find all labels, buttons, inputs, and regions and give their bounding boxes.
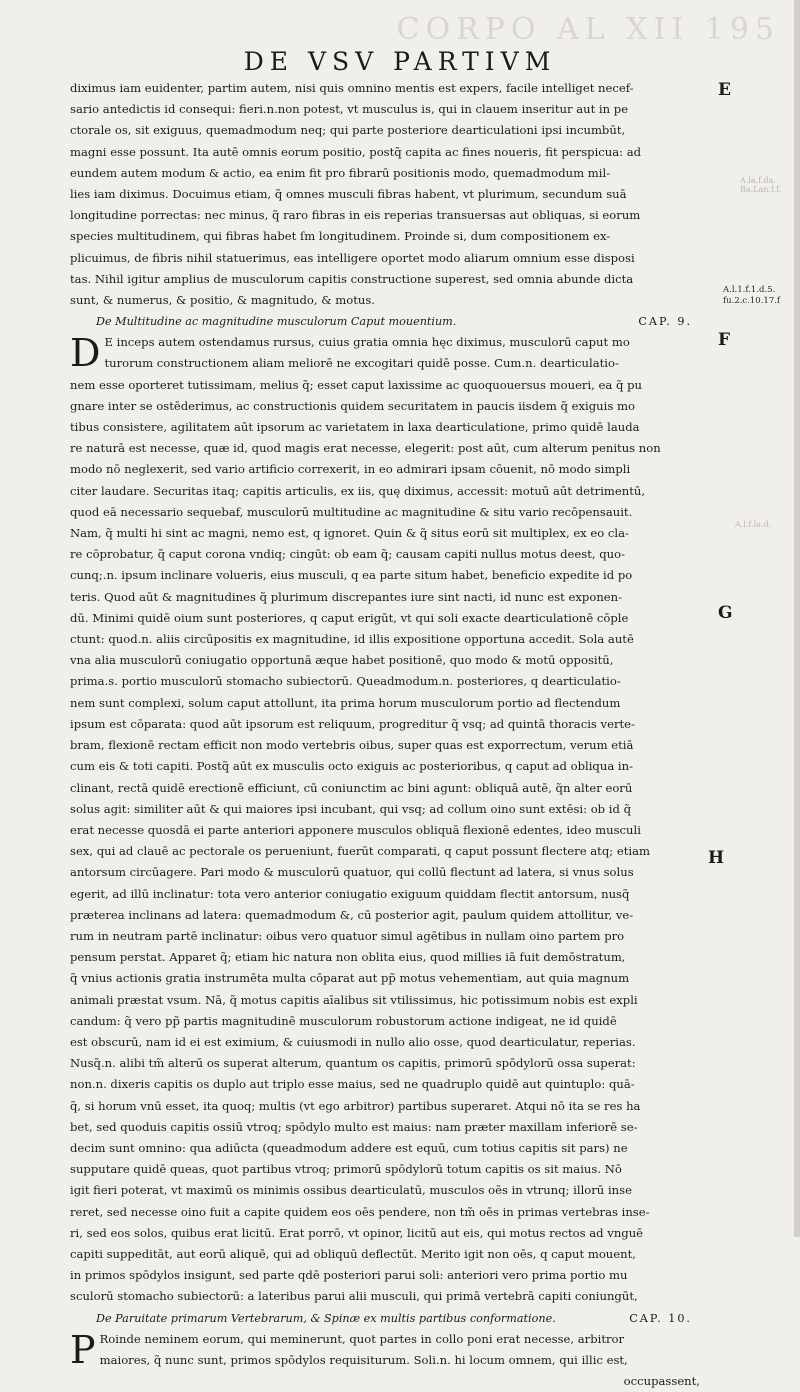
text-line: cum eis & toti capiti. Postq̃ aūt ex musculis octo exiguis ac posterioribus, q caput ad obliqua in- — [70, 759, 634, 774]
text-line: modo nō neglexerit, sed vario artificio correxerit, in eo admirari ipsam cōuenit, nō modo simpli — [70, 462, 631, 477]
margin-note — [723, 285, 780, 307]
text-line: rum in neutram partē inclinatur: oibus vero quatuor simul agētibus in nullam oino partem pro — [70, 928, 625, 943]
text-line: reret, sed necesse oino fuit a capite quidem eos oēs pendere, non tm̃ oēs in primas vertebras inse- — [70, 1204, 650, 1219]
bleed-through-header: CORPO AL XII 195 — [396, 12, 780, 47]
text-line: ipsum est cōparata: quod aūt ipsorum est reliquum, progreditur q̃ vsq; ad quintā thoracis verte- — [70, 716, 635, 731]
text-line: bet, sed quoduis capitis ossiū vtroq; spōdylo multo est maius: nam præter maxillam inferiorē se- — [70, 1119, 638, 1134]
text-line: ctorale os, sit exiguus, quemadmodum neq; qui parte posteriore dearticulationi ipsi incumbūt, — [70, 123, 626, 138]
text-line: sculorū stomacho subiectorū: a lateribus parui alii musculi, qui primā vertebrā capiti coniungūt, — [70, 1289, 638, 1304]
text-line: dū. Minimi quidē oium sunt posteriores, q caput erigūt, vt qui soli exacte dearticulationē cōple — [70, 610, 629, 625]
text-line: eundem autem modum & actio, ea enim fit pro fibrarū positionis modo, quemadmodum mil- — [70, 165, 611, 180]
text-line: maiores, q̃ nunc sunt, primos spōdylos requisiturum. Soli.n. hi locum omnem, qui illic est, — [99, 1352, 628, 1367]
text-line: q̃ vnius actionis gratia instrumēta multa cōparat aut pp̃ motus vehementiam, aut quia magnum — [70, 971, 630, 986]
text-line: non.n. dixeris capitis os duplo aut triplo esse maius, sed ne quadruplo quidē aut quintuplo: quā- — [70, 1077, 635, 1092]
text-line: bram, flexionē rectam efficit non modo vertebris oibus, super quas est exporrectum, verum etiā — [70, 738, 634, 753]
text-line: clinant, rectā quidē erectionē efficiunt, cū coniunctim ac bini agunt: obliquā autē, q̃n alter eorū — [70, 780, 633, 795]
text-line: candum: q̃ vero pp̃ partis magnitudinē musculorum robustorum actione indigeat, ne id quidē — [70, 1013, 617, 1028]
text-line: gnare inter se ostēderimus, ac constructionis quidem securitatem in paucis iisdem q̃ exiguis mo — [70, 398, 635, 413]
text-line: turorum constructionem aliam meliorē ne excogitari quidē posse. Cum.n. dearticulatio- — [104, 356, 619, 371]
text-line: præterea inclinans ad latera: quemadmodum &, cū posterior agit, paulum quidem attollitur, ve- — [70, 907, 634, 922]
text-line: capiti suppeditāt, aut eorū aliquē, qui ad obliquū deflectūt. Merito igit non oēs, q caput mouent, — [70, 1246, 636, 1261]
text-line: lies iam diximus. Docuimus etiam, q̃ omnes musculi fibras habent, vt plurimum, secundum suā — [70, 187, 627, 202]
text-line: sex, qui ad clauē ac pectorale os perueniunt, fuerūt comparati, q caput possunt flectere atq; etiam — [70, 844, 650, 859]
text-line: ctunt: quod.n. aliis circūpositis ex magnitudine, id illis expositione opportuna accedit. Sola autē — [70, 632, 634, 647]
text-line: supputare quidē queas, quot partibus vtroq; primorū spōdylorū totum capitis os sit maius. Nō — [70, 1162, 622, 1177]
text-line: q̃, si horum vnū esset, ita quoq; multis (vt ego arbitror) partibus superaret. Atqui nō ita se res ha — [70, 1098, 641, 1113]
margin-letter-h: H — [708, 848, 725, 868]
chapter-10-heading — [70, 1308, 710, 1329]
main-text-block — [70, 78, 710, 1392]
chapter-10-title: De Paruitate primarum Vertebrarum, & Spinæ ex multis partibus conformatione. — [96, 1311, 556, 1325]
text-line: plicuimus, de fibris nihil statuerimus, eas intelligere oportet modo aliarum omnium esse disposi — [70, 250, 635, 265]
text-line: tas. Nihil igitur amplius de musculorum capitis constructione superest, sed omnia abunde dicta — [70, 271, 634, 286]
text-line: in primos spōdylos insigunt, sed parte qdē posteriori parui soli: anteriori vero prima portio mu — [70, 1268, 628, 1283]
text-line: magni esse possunt. Ita autē omnis eorum positio, postq̃ capita ac fines noueris, fit perspicua: ad — [70, 144, 642, 159]
paragraph-2 — [70, 332, 710, 1307]
faint-note-2: A.l.f.la.d. — [735, 520, 772, 529]
text-line: Nam, q̃ multi hi sint ac magni, nemo est, q ignoret. Quin & q̃ situs eorū sit multiplex, ex eo cla- — [70, 526, 629, 541]
text-line: E inceps autem ostendamus rursus, cuius gratia omnia hęc diximus, musculorū caput mo — [104, 335, 630, 350]
chapter-9-number: CAP. 9. — [638, 315, 692, 329]
text-line: egerit, ad illū inclinatur: tota vero anterior coniugatio exiguum quiddam flectit antorsum, nusq̃ — [70, 886, 630, 901]
margin-letter-e: E — [718, 80, 731, 100]
text-line: nem esse oporteret tutissimam, melius q̃; esset caput laxissime ac quoquouersus moueri, ea q̃ pu — [70, 377, 643, 392]
text-line: teris. Quod aūt & magnitudines q̃ plurimum discrepantes iure sint nacti, id nunc est exponen- — [70, 589, 623, 604]
chapter-10-number: CAP. 10. — [629, 1311, 692, 1325]
text-line: sunt, & numerus, & positio, & magnitudo, & motus. — [70, 293, 375, 308]
text-line: longitudine porrectas: nec minus, q̃ raro fibras in eis reperias transuersas aut obliquas, si eorum — [70, 208, 641, 223]
text-line: re naturā est necesse, quæ id, quod magis erat necesse, elegerit: post aūt, cum alterum penitus non — [70, 441, 661, 456]
chapter-9-heading — [70, 311, 710, 332]
paragraph-3 — [70, 1329, 710, 1371]
text-line: animali præstat vsum. Nā, q̃ motus capitis aīalibus sit vtilissimus, hic potissimum nobis est expli — [70, 992, 638, 1007]
drop-cap-p: P — [70, 1327, 96, 1372]
margin-letter-g: G — [718, 603, 733, 623]
text-line: antorsum circūagere. Pari modo & musculorū quatuor, qui collū flectunt ad latera, si vnus solus — [70, 865, 634, 880]
text-line: quod eā necessario sequebaf, musculorū multitudine ac magnitudine & situ vario recōpensauit. — [70, 504, 633, 519]
text-line: cunq;.n. ipsum inclinare volueris, eius musculi, q ea parte situm habet, beneficio expedite id po — [70, 568, 633, 583]
text-line: prima.s. portio musculorū stomacho subiectorū. Queadmodum.n. posteriores, q dearticulatio- — [70, 674, 621, 689]
text-line: diximus iam euidenter, partim autem, nisi quis omnino mentis est expers, facile intelliget necef- — [70, 81, 634, 95]
paragraph-1 — [70, 78, 710, 311]
text-line: decim sunt omnino: qua adiūcta (queadmodum addere est equū, cum totius capitis sit pars) ne — [70, 1140, 628, 1155]
text-line: citer laudare. Securitas itaq; capitis articulis, ex iis, quę diximus, accessit: motuū aūt detrimentū, — [70, 483, 646, 498]
text-line: ri, sed eos solos, quibus erat licitū. Erat porrō, vt opinor, licitū aut eis, qui motus rectos ad vnguē — [70, 1225, 644, 1240]
page-title: DE VSV PARTIVM — [243, 47, 557, 76]
text-line: est obscurū, nam id ei est eximium, & cuiusmodi in nullo alio osse, quod dearticulatur, reperias. — [70, 1034, 636, 1049]
chapter-9-title: De Multitudine ac magnitudine musculorum Caput mouentium. — [96, 315, 457, 329]
text-line: tibus consistere, agilitatem aūt ipsorum ac varietatem in laxa dearticulatione, primo quidē lauda — [70, 420, 640, 435]
faint-note-1: A.la.f.da. Ba.Lan.f.f. — [740, 176, 782, 194]
text-line: vna alia musculorū coniugatio opportunā æque habet positionē, quo modo & motū oppositū, — [70, 653, 614, 668]
text-line: nem sunt complexi, solum caput attollunt, ita prima horum musculorum portio ad flectendum — [70, 695, 621, 710]
text-line: species multitudinem, qui fibras habet ſm longitudinem. Proinde si, dum compositionem ex- — [70, 229, 611, 244]
text-line: igit fieri poterat, vt maximū os minimis ossibus dearticulatū, musculos oēs in vtrunq; illorū inse — [70, 1183, 632, 1198]
text-line: sario antedictis id consequi: fieri.n.non potest, vt musculus is, qui in clauem inseritur aut in pe — [70, 102, 629, 117]
drop-cap-d: D — [70, 331, 101, 376]
text-line: solus agit: similiter aūt & qui maiores ipsi incubant, qui vsq; ad collum oino sunt extēsi: ob id q̃ — [70, 801, 632, 816]
text-line: Nusq̃.n. alibi tm̃ alterū os superat alterum, quantum os capitis, primorū spōdylorū ossa superat: — [70, 1056, 636, 1071]
margin-note-line-2: fu.2.c.10.17.f — [723, 296, 781, 306]
margin-letter-f: F — [718, 330, 731, 350]
text-line: Roinde neminem eorum, qui meminerunt, quot partes in collo poni erat necesse, arbitror — [99, 1331, 625, 1346]
text-line: erat necesse quosdā ei parte anteriori apponere musculos obliquā flexionē edentes, ideo musculi — [70, 822, 641, 837]
catchword: occupassent, — [623, 1373, 700, 1388]
margin-note-line-1: A.l.1.f.1.d.5. — [723, 285, 776, 295]
text-line: pensum perstat. Apparet q̃; etiam hic natura non oblita eius, quod millies iā fuit demōstratum, — [70, 950, 626, 965]
text-line: re cōprobatur, q̃ caput corona vndiq; cingūt: ob eam q̃; causam capiti nullus motus deest, quo- — [70, 547, 626, 562]
